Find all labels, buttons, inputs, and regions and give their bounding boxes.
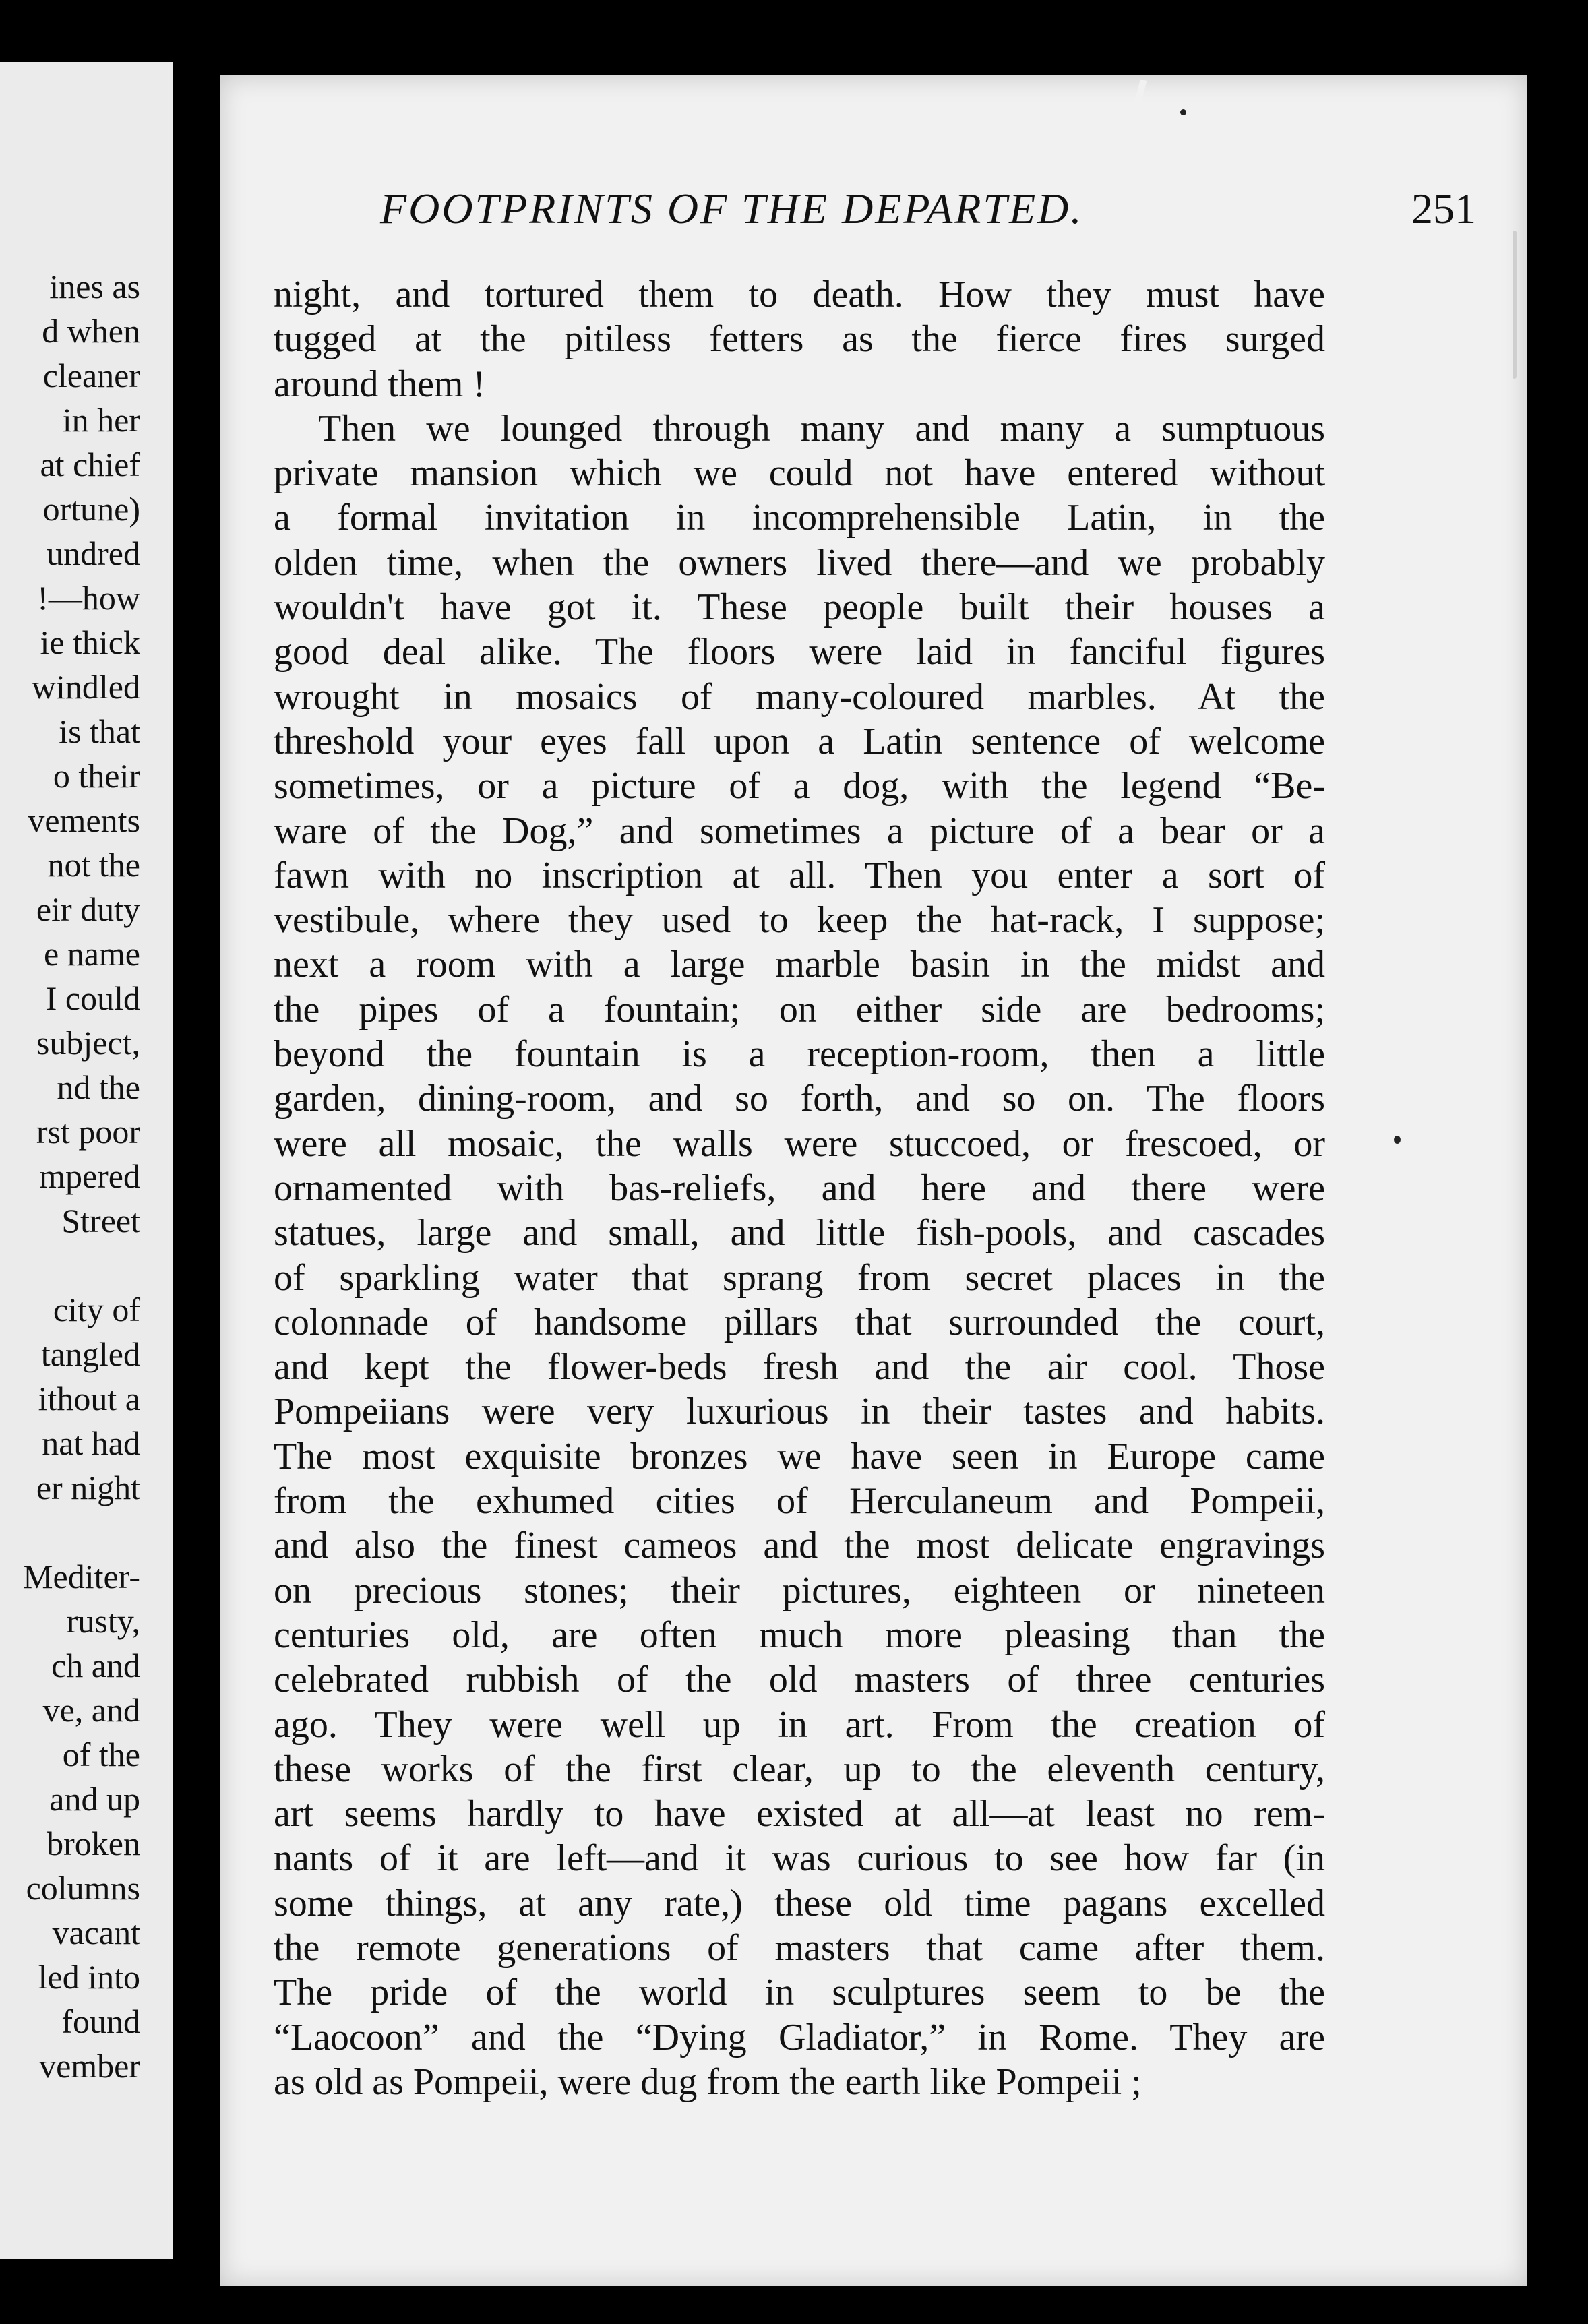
facing-page-line: eir duty (36, 890, 140, 928)
text-line: on precious stones; their pictures, eighteen or nineteen (274, 1569, 1325, 1612)
facing-page-line (23, 1243, 140, 1287)
facing-page-line: ortune) (42, 490, 140, 528)
text-line: Then we lounged through many and many a sumptuous (318, 407, 1325, 450)
text-line: beyond the fountain is a reception-room, then a little (274, 1033, 1325, 1076)
facing-page-line: undred (47, 534, 140, 572)
text-line: threshold your eyes fall upon a Latin sentence of welcome (274, 720, 1325, 762)
text-line: good deal alike. The floors were laid in fanciful figures (274, 631, 1325, 673)
facing-page-line: led into (38, 1958, 140, 1996)
facing-page-line: !—how (37, 579, 140, 617)
text-line: centuries old, are often much more pleasing than the (274, 1614, 1325, 1656)
facing-page-line: Street (61, 1202, 140, 1240)
facing-page-line: o their (53, 757, 140, 795)
text-line: celebrated rubbish of the old masters of three centuries (274, 1659, 1325, 1701)
facing-page-line: tangled (40, 1335, 140, 1373)
facing-page-line: and up (49, 1780, 140, 1818)
text-line: these works of the first clear, up to the eleventh century, (274, 1748, 1325, 1790)
text-line: night, and tortured them to death. How they must have (274, 274, 1325, 315)
text-line: nants of it are left—and it was curious to see how far (in (274, 1837, 1325, 1880)
facing-page-fragment (0, 62, 173, 2259)
facing-page-line: vements (28, 801, 140, 839)
facing-page-line: e name (44, 935, 140, 973)
scan-speck (1394, 1136, 1401, 1144)
text-line: some things, at any rate,) these old time pagans excelled (274, 1882, 1325, 1924)
facing-page-line: cleaner (42, 357, 140, 394)
facing-page-line: d when (42, 312, 140, 350)
text-line: fawn with no inscription at all. Then you enter a sort of (274, 854, 1325, 896)
facing-page-line: nd the (57, 1068, 140, 1106)
text-line: art seems hardly to have existed at all—at least no rem- (274, 1793, 1325, 1835)
facing-page-line: rst poor (36, 1113, 140, 1151)
text-line: ago. They were well up in art. From the creation of (274, 1703, 1325, 1746)
facing-page-line: er night (36, 1469, 140, 1506)
text-line: the remote generations of masters that came after them. (274, 1926, 1325, 1969)
text-line: from the exhumed cities of Herculaneum and Pompeii, (274, 1480, 1325, 1523)
text-line: wouldn't have got it. These people built their houses a (274, 586, 1325, 629)
text-line: wrought in mosaics of many-coloured marbles. At the (274, 675, 1325, 718)
facing-page-line: ve, and (42, 1691, 140, 1729)
facing-page-line: ines as (49, 268, 140, 305)
body-text (274, 272, 1325, 2104)
facing-page-line: vember (39, 2047, 140, 2085)
facing-page-line: is that (59, 712, 140, 750)
text-line: statues, large and small, and little fish-pools, and cascades (274, 1212, 1325, 1254)
text-line: and kept the flower-beds fresh and the air cool. Those (274, 1346, 1325, 1388)
facing-page-line: not the (47, 846, 140, 884)
facing-page-line: of the (62, 1736, 140, 1773)
text-line: private mansion which we could not have entered without (274, 452, 1325, 495)
facing-page-line: mpered (39, 1157, 140, 1195)
page-gutter (173, 40, 220, 2285)
page-number: 251 (1411, 185, 1476, 233)
text-line: ware of the Dog,” and sometimes a picture of a bear or a (274, 809, 1325, 852)
facing-page-line: Mediter- (23, 1558, 140, 1595)
text-line: The pride of the world in sculptures seem to be the (274, 1971, 1325, 2014)
text-line: ornamented with bas-reliefs, and here and there were (274, 1167, 1325, 1209)
facing-page-line: ithout a (38, 1380, 140, 1417)
facing-page-line: broken (47, 1825, 140, 1862)
facing-page-line: in her (62, 401, 140, 439)
text-line: a formal invitation in incomprehensible Latin, in the (274, 497, 1325, 539)
facing-page-line: ch and (51, 1647, 140, 1684)
facing-page-line: subject, (36, 1024, 140, 1062)
text-line: as old as Pompeii, were dug from the earth like Pompeii ; (274, 2060, 1142, 2103)
scan-artifact (1133, 79, 1147, 111)
text-line: next a room with a large marble basin in the midst and (274, 944, 1325, 986)
facing-page-line: rusty, (66, 1602, 140, 1640)
running-title: FOOTPRINTS OF THE DEPARTED. (380, 185, 1084, 233)
facing-page-line: vacant (52, 1914, 140, 1951)
text-line: garden, dining-room, and so forth, and so on. The floors (274, 1078, 1325, 1120)
facing-page-text (23, 264, 140, 2088)
scan-speck (1180, 109, 1186, 115)
facing-page-line: nat had (42, 1424, 140, 1462)
text-line: and also the finest cameos and the most delicate engravings (274, 1525, 1325, 1567)
text-line: “Laocoon” and the “Dying Gladiator,” in Rome. They are (274, 2016, 1325, 2058)
text-line: around them ! (274, 363, 486, 405)
book-page (220, 75, 1527, 2286)
text-line: of sparkling water that sprang from secret places in the (274, 1256, 1325, 1299)
text-line: olden time, when the owners lived there—and we probably (274, 541, 1325, 584)
text-line: vestibule, where they used to keep the hat-rack, I suppose; (274, 899, 1325, 942)
facing-page-line: I could (45, 979, 140, 1017)
page-edge-shadow (1513, 231, 1517, 379)
running-head (380, 182, 1526, 236)
facing-page-line: columns (26, 1869, 140, 1907)
text-line: the pipes of a fountain; on either side are bedrooms; (274, 988, 1325, 1031)
facing-page-line: ie thick (40, 623, 140, 661)
facing-page-line: at chief (40, 446, 140, 483)
text-line: The most exquisite bronzes we have seen in Europe came (274, 1435, 1325, 1477)
text-line: Pompeiians were very luxurious in their tastes and habits. (274, 1390, 1325, 1433)
text-line: were all mosaic, the walls were stuccoed, or frescoed, or (274, 1122, 1325, 1165)
facing-page-line (23, 1510, 140, 1554)
facing-page-line: city of (53, 1291, 140, 1328)
text-line: colonnade of handsome pillars that surrounded the court, (274, 1301, 1325, 1343)
facing-page-line: found (61, 2002, 140, 2040)
text-line: sometimes, or a picture of a dog, with the legend “Be- (274, 765, 1325, 807)
facing-page-line: windled (31, 668, 140, 706)
text-line: tugged at the pitiless fetters as the fierce fires surged (274, 318, 1325, 361)
